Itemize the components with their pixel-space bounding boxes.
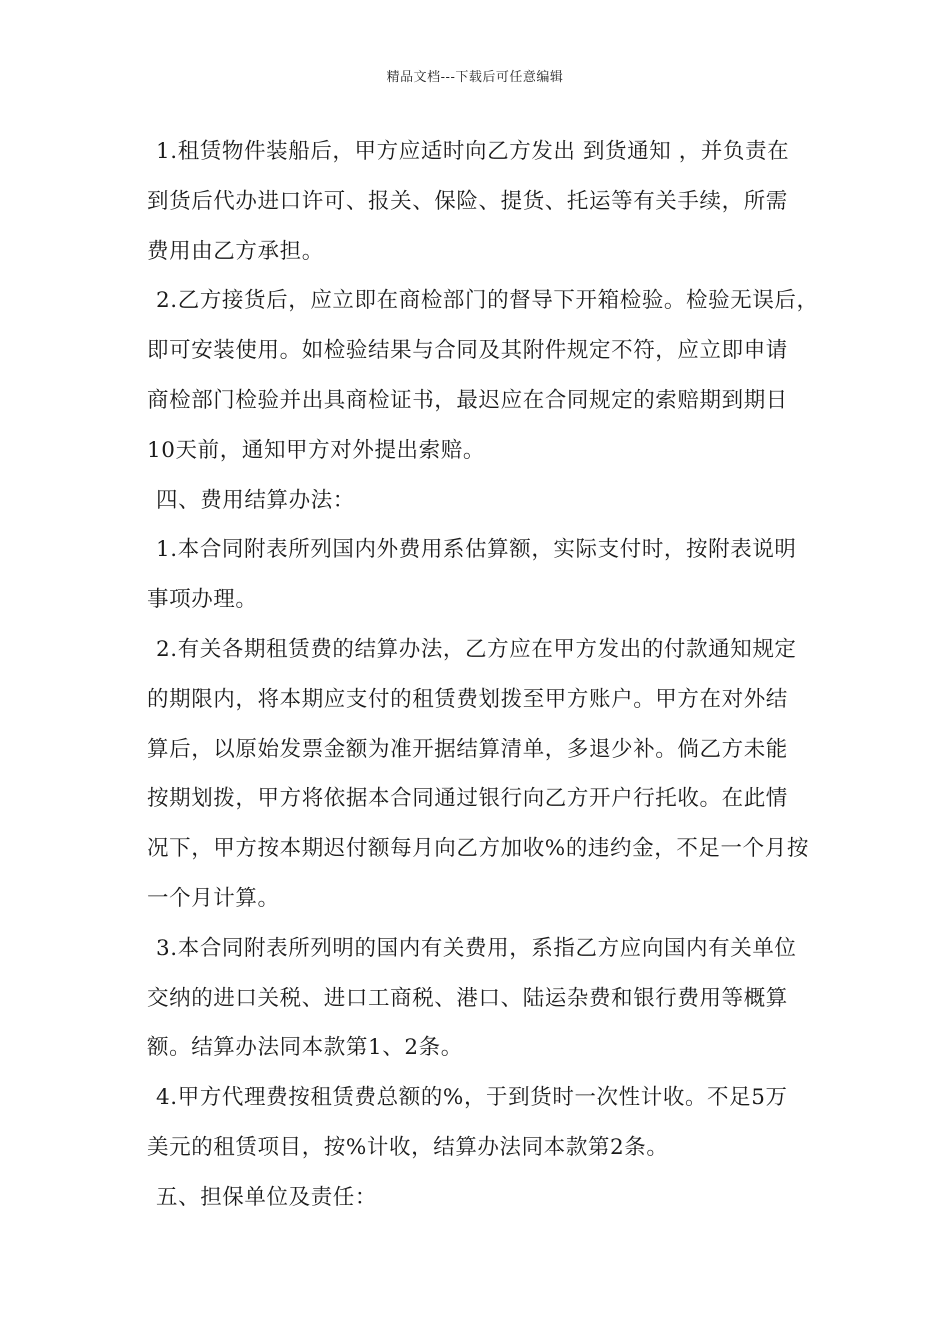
text-line: 交纳的进口关税、进口工商税、港口、陆运杂费和银行费用等概算 xyxy=(147,985,788,1011)
text-line: 的期限内，将本期应支付的租赁费划拨至甲方账户。甲方在对外结 xyxy=(147,686,788,712)
text-line: 事项办理。 xyxy=(147,587,258,613)
text-line: 额。结算办法同本款第1、2条。 xyxy=(147,1035,463,1061)
text-line: 美元的租赁项目，按%计收，结算办法同本款第2条。 xyxy=(147,1134,669,1160)
text-line: 算后，以原始发票金额为准开据结算清单，多退少补。倘乙方未能 xyxy=(147,736,788,762)
text-line: 到货后代办进口许可、报关、保险、提货、托运等有关手续，所需 xyxy=(147,188,788,214)
text-line: 4.甲方代理费按租赁费总额的%，于到货时一次性计收。不足5万 xyxy=(156,1085,788,1111)
text-line: 四、费用结算办法： xyxy=(156,487,355,513)
text-line: 按期划拨，甲方将依据本合同通过银行向乙方开户行托收。在此情 xyxy=(147,786,788,812)
text-line: 商检部门检验并出具商检证书，最迟应在合同规定的索赔期到期日 xyxy=(147,387,788,413)
text-line: 五、担保单位及责任： xyxy=(156,1184,378,1210)
document-body xyxy=(147,127,817,1223)
page-header: 精品文档---下载后可任意编辑 xyxy=(386,70,564,85)
text-line: 费用由乙方承担。 xyxy=(147,238,324,264)
text-line: 一个月计算。 xyxy=(147,885,280,911)
text-line: 3.本合同附表所列明的国内有关费用，系指乙方应向国内有关单位 xyxy=(156,935,797,961)
text-line: 2.有关各期租赁费的结算办法，乙方应在甲方发出的付款通知规定 xyxy=(156,636,797,662)
text-line: 10天前，通知甲方对外提出索赔。 xyxy=(147,437,485,463)
text-line: 1.租赁物件装船后，甲方应适时向乙方发出 到货通知 ，并负责在 xyxy=(156,139,790,164)
text-line: 况下，甲方按本期迟付额每月向乙方加收%的违约金，不足一个月按 xyxy=(147,836,809,862)
text-line: 即可安装使用。如检验结果与合同及其附件规定不符，应立即申请 xyxy=(147,338,788,364)
text-line: 2.乙方接货后，应立即在商检部门的督导下开箱检验。检验无误后， xyxy=(156,288,819,314)
text-line: 1.本合同附表所列国内外费用系估算额，实际支付时，按附表说明 xyxy=(156,537,797,563)
